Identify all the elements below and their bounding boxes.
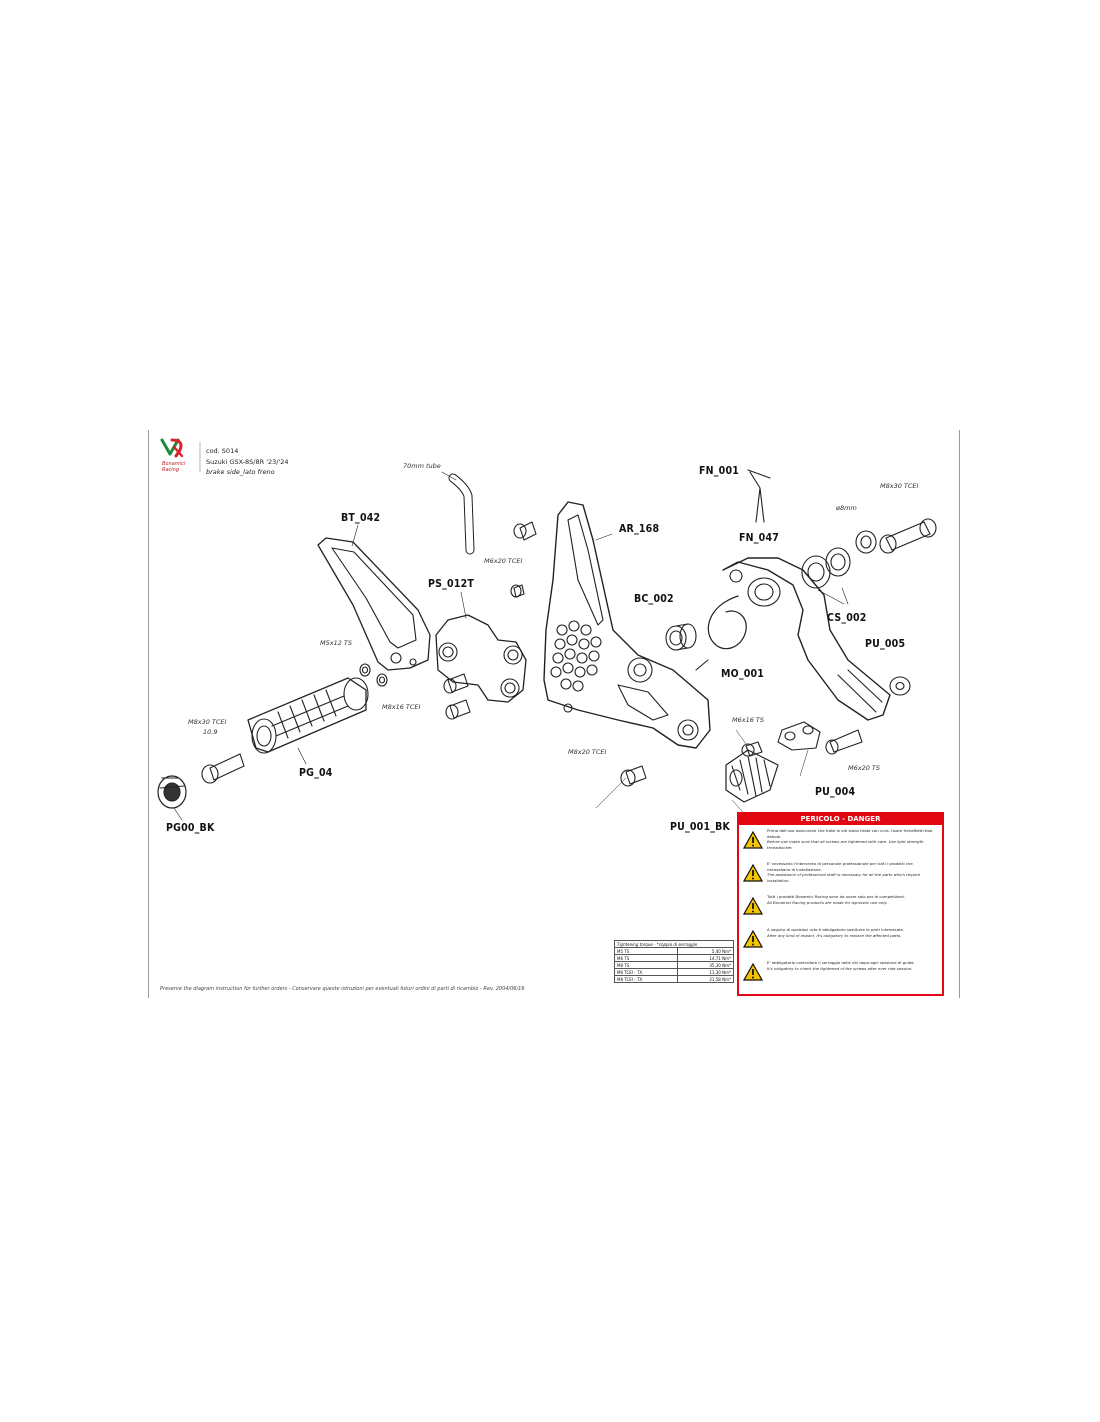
part-label-bt-042: BT_042: [341, 512, 381, 524]
part-label-fn-001: FN_001: [699, 465, 740, 477]
label-m5x12-ts: M5x12 TS: [320, 639, 353, 647]
danger-text: [767, 828, 937, 850]
danger-text: [767, 927, 937, 938]
footer-note: Preserve the diagram instruction for further orders - Conservare queste istruzioni per eventuali futuri ordini di parti di ricambio - Rev. 2004/06/16: [160, 986, 525, 992]
torque-screw: M5 TS: [615, 948, 678, 955]
product-side: [206, 468, 275, 476]
part-label-pu-001-bk: PU_001_BK: [670, 821, 731, 833]
part-label-mo-001: MO_001: [721, 668, 765, 680]
danger-item: [739, 891, 942, 924]
danger-text: [767, 861, 937, 883]
label-m6x16-ts: M6x16 TS: [732, 716, 765, 724]
part-label-ps-012t: PS_012T: [428, 578, 475, 590]
label-m8x30-tcei-peg: M8x30 TCEI: [188, 718, 227, 726]
danger-title: PERICOLO - DANGER: [739, 814, 942, 825]
warning-icon: [743, 930, 763, 948]
table-row: [615, 948, 734, 955]
torque-value: 35,30 Nm*: [678, 962, 734, 969]
warning-icon: [743, 864, 763, 882]
warning-icon: [743, 963, 763, 981]
table-row: [615, 955, 734, 962]
danger-item: [739, 924, 942, 957]
label-m8x16-tcei: M8x16 TCEI: [382, 703, 421, 711]
danger-text-en: It's obligatory to check the tightened of the screws after ever ride session.: [767, 965, 913, 971]
torque-value: 21,58 Nm*: [678, 976, 734, 983]
danger-text-en: Before use make sure that all screws are tightened with care. Use light strength threadlocker.: [767, 839, 924, 850]
part-label-cs-002: CS_002: [827, 612, 867, 624]
table-row: [615, 969, 734, 976]
brand-line-1: Bonamici: [162, 461, 186, 467]
danger-text-it: E' necessario l'intervento di personale professionale per tutti i prodotti che necessitano di installazione.: [767, 861, 913, 872]
label-m8x30-tcei-right: M8x30 TCEI: [880, 482, 919, 490]
torque-table: [614, 940, 734, 983]
label-grade-10-9: 10.9: [203, 728, 218, 736]
torque-value: 14,71 Nm*: [678, 955, 734, 962]
torque-screw: M8 TCEI - TX: [615, 976, 678, 983]
danger-item: [739, 957, 942, 990]
torque-value: 5,40 Nm*: [678, 948, 734, 955]
danger-text: [767, 894, 937, 905]
table-row: [615, 962, 734, 969]
brand-name: [162, 461, 185, 473]
product-side-text: brake side_lato freno: [206, 468, 275, 476]
exploded-diagram: [148, 430, 960, 1000]
torque-screw: M6 TS: [615, 955, 678, 962]
label-m8x20-tcei: M8x20 TCEI: [568, 748, 607, 756]
bonamici-logo: [162, 440, 182, 456]
label-m6x20-ts: M6x20 TS: [848, 764, 881, 772]
danger-box: [737, 812, 944, 996]
part-label-ar-168: AR_168: [619, 523, 660, 535]
danger-text: [767, 960, 937, 971]
danger-text-it: Tutti i prodotti Bonamici Racing sono da usare solo per le competizioni.: [767, 894, 906, 899]
product-model: Suzuki GSX-8S/8R '23/'24: [206, 458, 289, 466]
part-label-pu-004: PU_004: [815, 786, 856, 798]
part-label-bc-002: BC_002: [634, 593, 674, 605]
table-row: [615, 976, 734, 983]
label-d8mm: ø8mm: [836, 504, 857, 512]
danger-text-en: After any kind of impact, it's obligatory to replace the affected parts.: [767, 932, 902, 938]
torque-screw: M6 TCEI - TX: [615, 969, 678, 976]
torque-value: 11,30 Nm*: [678, 969, 734, 976]
part-label-pg-04: PG_04: [299, 767, 333, 779]
part-label-fn-047: FN_047: [739, 532, 780, 544]
danger-text-en: The assistance of professional staff is necessary for all the parts which require installation.: [767, 872, 921, 883]
danger-item: [739, 825, 942, 858]
brand-line-2: Racing: [162, 467, 180, 473]
warning-icon: [743, 897, 763, 915]
part-label-pg00-bk: PG00_BK: [166, 822, 215, 834]
danger-text-it: Prima dell'uso assicurarsi che tutte le viti siano tirate con cura. Usare frenafiletti tipo debole.: [767, 828, 933, 839]
torque-table-header: Tightening torque - *coppia di serraggio: [615, 941, 734, 948]
danger-text-en: All Bonamici Racing products are made for agonistic use only.: [767, 899, 888, 905]
danger-text-it: E' obbligatorio controllare il serraggio delle viti dopo ogni sessione di guida.: [767, 960, 915, 965]
part-label-pu-005: PU_005: [865, 638, 906, 650]
label-m6x20-tcei: M6x20 TCEI: [484, 557, 523, 565]
product-code: cod. S014: [206, 447, 239, 455]
label-70mm-tube: 70mm tube: [403, 462, 441, 470]
warning-icon: [743, 831, 763, 849]
danger-text-it: A seguito di qualsiasi urto è obbligatorio sostituire le parti interessate.: [767, 927, 905, 932]
danger-item: [739, 858, 942, 891]
torque-screw: M8 TS: [615, 962, 678, 969]
